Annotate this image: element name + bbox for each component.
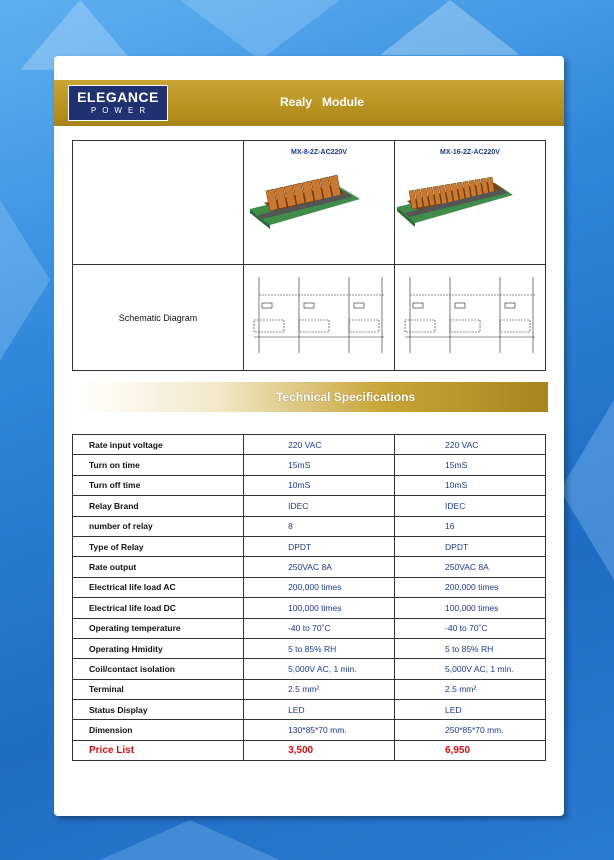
table-row <box>73 516 546 536</box>
spec-label: Status Display <box>73 700 244 720</box>
spec-value-1: 250VAC 8A <box>244 557 395 577</box>
price-label: Price List <box>73 740 244 760</box>
header-banner <box>54 80 564 126</box>
product-cell-1 <box>244 141 395 265</box>
spec-label: Turn off time <box>73 475 244 495</box>
spec-table-body <box>73 435 546 761</box>
spec-value-1: 15mS <box>244 455 395 475</box>
price-value-2: 6,950 <box>395 740 546 760</box>
spec-value-1: 200,000 times <box>244 577 395 597</box>
price-value-1: 3,500 <box>244 740 395 760</box>
table-row <box>73 679 546 699</box>
blank-cell <box>73 141 244 265</box>
decor-shape <box>0 200 50 360</box>
spec-value-1: 5,000V AC, 1 min. <box>244 659 395 679</box>
table-row <box>73 720 546 740</box>
decor-shape <box>100 820 280 860</box>
spec-label: Rate output <box>73 557 244 577</box>
table-row <box>73 638 546 658</box>
spec-label: Type of Relay <box>73 536 244 556</box>
spec-label: number of relay <box>73 516 244 536</box>
schematic-diagram-16 <box>395 265 545 365</box>
table-row <box>73 659 546 679</box>
spec-value-1: -40 to 70˚C <box>244 618 395 638</box>
table-row <box>73 598 546 618</box>
spec-value-1: IDEC <box>244 496 395 516</box>
spec-value-2: 100,000 times <box>395 598 546 618</box>
table-row <box>73 618 546 638</box>
spec-label: Turn on time <box>73 455 244 475</box>
page-title: Realy Module <box>280 95 365 109</box>
schematic-label: Schematic Diagram <box>73 265 244 371</box>
spec-value-1: LED <box>244 700 395 720</box>
schematic-row <box>73 265 546 371</box>
spec-value-2: -40 to 70˚C <box>395 618 546 638</box>
decor-shape <box>180 0 340 60</box>
section-title: Technical Specifications <box>276 390 416 404</box>
spec-value-1: 100,000 times <box>244 598 395 618</box>
spec-value-1: 10mS <box>244 475 395 495</box>
product-image-row <box>73 141 546 265</box>
spec-value-2: 250*85*70 mm. <box>395 720 546 740</box>
spec-value-2: 220 VAC <box>395 435 546 455</box>
spec-value-2: 10mS <box>395 475 546 495</box>
table-row <box>73 455 546 475</box>
product-table <box>72 140 546 371</box>
table-row <box>73 536 546 556</box>
spec-value-2: DPDT <box>395 536 546 556</box>
decor-shape <box>560 400 614 580</box>
relay-module-8-image <box>244 169 362 229</box>
spec-value-2: 2.5 mm² <box>395 679 546 699</box>
spec-value-1: 5 to 85% RH <box>244 638 395 658</box>
product-cell-2 <box>395 141 546 265</box>
schematic-cell-2 <box>395 265 546 371</box>
schematic-cell-1 <box>244 265 395 371</box>
model-name-2: MX-16-2Z-AC220V <box>440 149 500 156</box>
table-row <box>73 700 546 720</box>
spec-value-1: 220 VAC <box>244 435 395 455</box>
relay-module-16-image <box>395 169 513 229</box>
spec-value-2: 250VAC 8A <box>395 557 546 577</box>
spec-label: Terminal <box>73 679 244 699</box>
spec-label: Rate input voltage <box>73 435 244 455</box>
spec-label: Electrical life load DC <box>73 598 244 618</box>
spec-value-2: IDEC <box>395 496 546 516</box>
table-row <box>73 475 546 495</box>
brand-logo <box>68 85 168 121</box>
schematic-diagram-8 <box>244 265 394 365</box>
logo-line2: POWER <box>90 106 152 115</box>
price-row <box>73 740 546 760</box>
spec-value-1: 130*85*70 mm. <box>244 720 395 740</box>
spec-value-2: 15mS <box>395 455 546 475</box>
spec-value-2: LED <box>395 700 546 720</box>
spec-label: Relay Brand <box>73 496 244 516</box>
logo-line1: ELEGANCE <box>77 89 159 105</box>
spec-value-1: 8 <box>244 516 395 536</box>
table-row <box>73 435 546 455</box>
decor-shape <box>380 0 520 55</box>
spec-value-2: 5,000V AC, 1 min. <box>395 659 546 679</box>
spec-value-1: 2.5 mm² <box>244 679 395 699</box>
spec-label: Operating Hmidity <box>73 638 244 658</box>
spec-table <box>72 434 546 761</box>
table-row <box>73 557 546 577</box>
table-row <box>73 496 546 516</box>
spec-value-1: DPDT <box>244 536 395 556</box>
spec-value-2: 16 <box>395 516 546 536</box>
spec-label: Operating temperature <box>73 618 244 638</box>
table-row <box>73 577 546 597</box>
spec-label: Dimension <box>73 720 244 740</box>
model-name-1: MX-8-2Z-AC220V <box>290 149 347 156</box>
spec-value-2: 5 to 85% RH <box>395 638 546 658</box>
spec-label: Coil/contact isolation <box>73 659 244 679</box>
section-banner <box>78 382 548 412</box>
spec-value-2: 200,000 times <box>395 577 546 597</box>
spec-sheet-card <box>54 56 564 816</box>
spec-label: Electrical life load AC <box>73 577 244 597</box>
